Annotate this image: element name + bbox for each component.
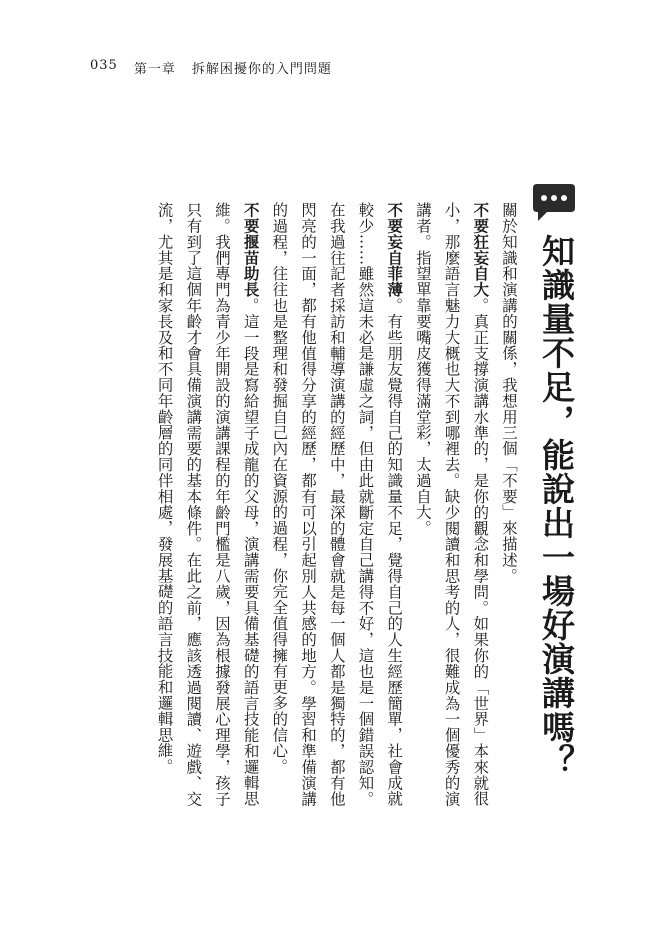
- paragraph-text: 。真正支撐演講水準的，是你的觀念和學問。如果你的「世界」本來就很小，那麼語言魅力大概也大不到哪裡去。缺少閱讀和思考的人，很難成為一個優秀的演講者。指望單靠要嘴皮獲得滿堂彩，太過自大。: [413, 202, 490, 807]
- paragraph-lead: 不要狂妄自大: [471, 202, 490, 298]
- paragraph-lead: 不要揠苗助長: [241, 202, 260, 298]
- paragraph-text: 。這一段是寫給望子成龍的父母，演講需要具備基礎的語言技能和邏輯思維。我們專門為青少年開設的演講課程的年齡門檻是八歲，因為根據發展心理學，孩子只有到了這個年齡才會具備演講需要的基本條件。在此之前，應該透過閱讀、遊戲、交流，尤其是和家長及和不同年齡層的同伴相處，發展基礎的語言技能和邏輯思維。: [155, 202, 260, 807]
- page-number: 035: [90, 58, 118, 73]
- body-text: [150, 187, 523, 807]
- running-head: [90, 58, 332, 77]
- section-title: 知識量不足，能說出一場好演講嗎？: [537, 234, 576, 778]
- intro-paragraph: 關於知識和演講的關係，我想用三個「不要」來描述。: [500, 202, 518, 584]
- paragraph-lead: 不要妄自菲薄: [385, 202, 404, 298]
- chapter-label: 第一章: [133, 62, 176, 77]
- speech-bubble-icon: [531, 182, 577, 224]
- section-title-block: [528, 182, 580, 794]
- paragraph-self-belittling: [265, 187, 409, 807]
- paragraph-premature: [150, 187, 265, 807]
- paragraph-arrogance: [408, 187, 494, 807]
- paragraph-text: 。有些朋友覺得自己的知識量不足，覺得自己的人生經歷簡單，社會成就較少……雖然這未必是謙虛之詞，但由此就斷定自己講得不好，這也是一個錯誤認知。在我過往記者採訪和輔導演講的經歷中，最深的體會就是每一個人都是獨特的，都有他閃亮的一面，都有他值得分享的經歷，都有可以引起別人共感的地方。學習和準備演講的過程，往往也是整理和發掘自己內在資源的過程，你完全值得擁有更多的信心。: [270, 202, 404, 807]
- chapter-title: 拆解困擾你的入門問題: [191, 62, 332, 77]
